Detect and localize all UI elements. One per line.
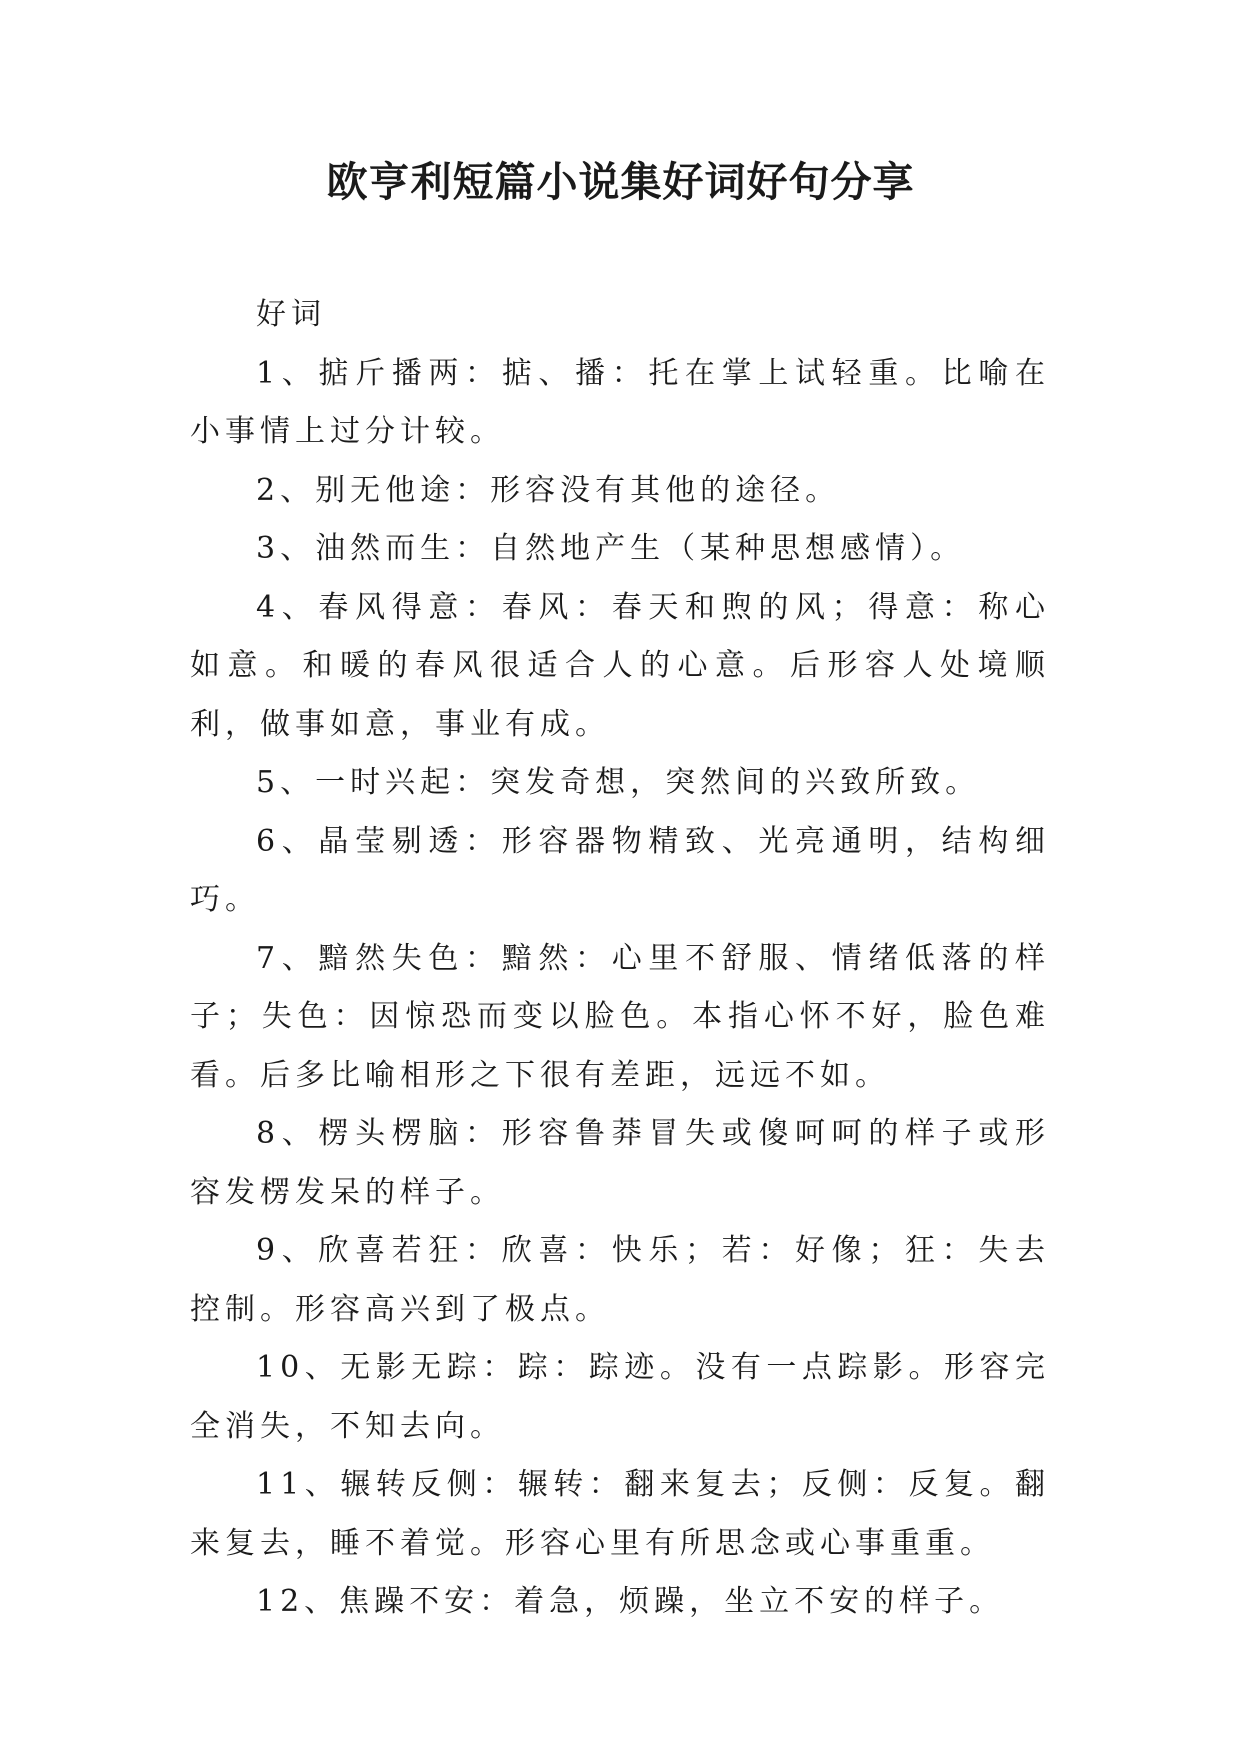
entry-paragraph: 1、掂斤播两：掂、播：托在掌上试轻重。比喻在小事情上过分计较。	[190, 355, 1050, 449]
entry-paragraph: 4、春风得意：春风：春天和煦的风；得意：称心如意。和暖的春风很适合人的心意。后形容人处境顺利，做事如意，事业有成。	[190, 589, 1050, 742]
entry-paragraph: 8、楞头楞脑：形容鲁莽冒失或傻呵呵的样子或形容发楞发呆的样子。	[190, 1116, 1050, 1210]
document-body	[190, 286, 1050, 1632]
entry-paragraph: 12、焦躁不安：着急，烦躁，坐立不安的样子。	[256, 1584, 1005, 1619]
section-heading: 好词	[256, 297, 326, 332]
entry-paragraph: 2、别无他途：形容没有其他的途径。	[256, 472, 841, 508]
entry-paragraph: 3、油然而生：自然地产生（某种思想感情）。	[256, 531, 966, 566]
entry-paragraph: 7、黯然失色：黯然：心里不舒服、情绪低落的样子；失色：因惊恐而变以脸色。本指心怀不好，脸色难看。后多比喻相形之下很有差距，远远不如。	[190, 940, 1050, 1093]
entry-paragraph: 9、欣喜若狂：欣喜：快乐；若：好像；狂：失去控制。形容高兴到了极点。	[190, 1233, 1050, 1327]
entry-paragraph: 6、晶莹剔透：形容器物精致、光亮通明，结构细巧。	[190, 823, 1050, 917]
entry-paragraph: 5、一时兴起：突发奇想，突然间的兴致所致。	[256, 765, 981, 800]
page-title: 欧亨利短篇小说集好词好句分享	[326, 158, 915, 206]
entry-paragraph: 10、无影无踪：踪：踪迹。没有一点踪影。形容完全消失，不知去向。	[190, 1350, 1050, 1444]
entry-paragraph: 11、辗转反侧：辗转：翻来复去；反侧：反复。翻来复去，睡不着觉。形容心里有所思念或心事重重。	[190, 1467, 1050, 1561]
